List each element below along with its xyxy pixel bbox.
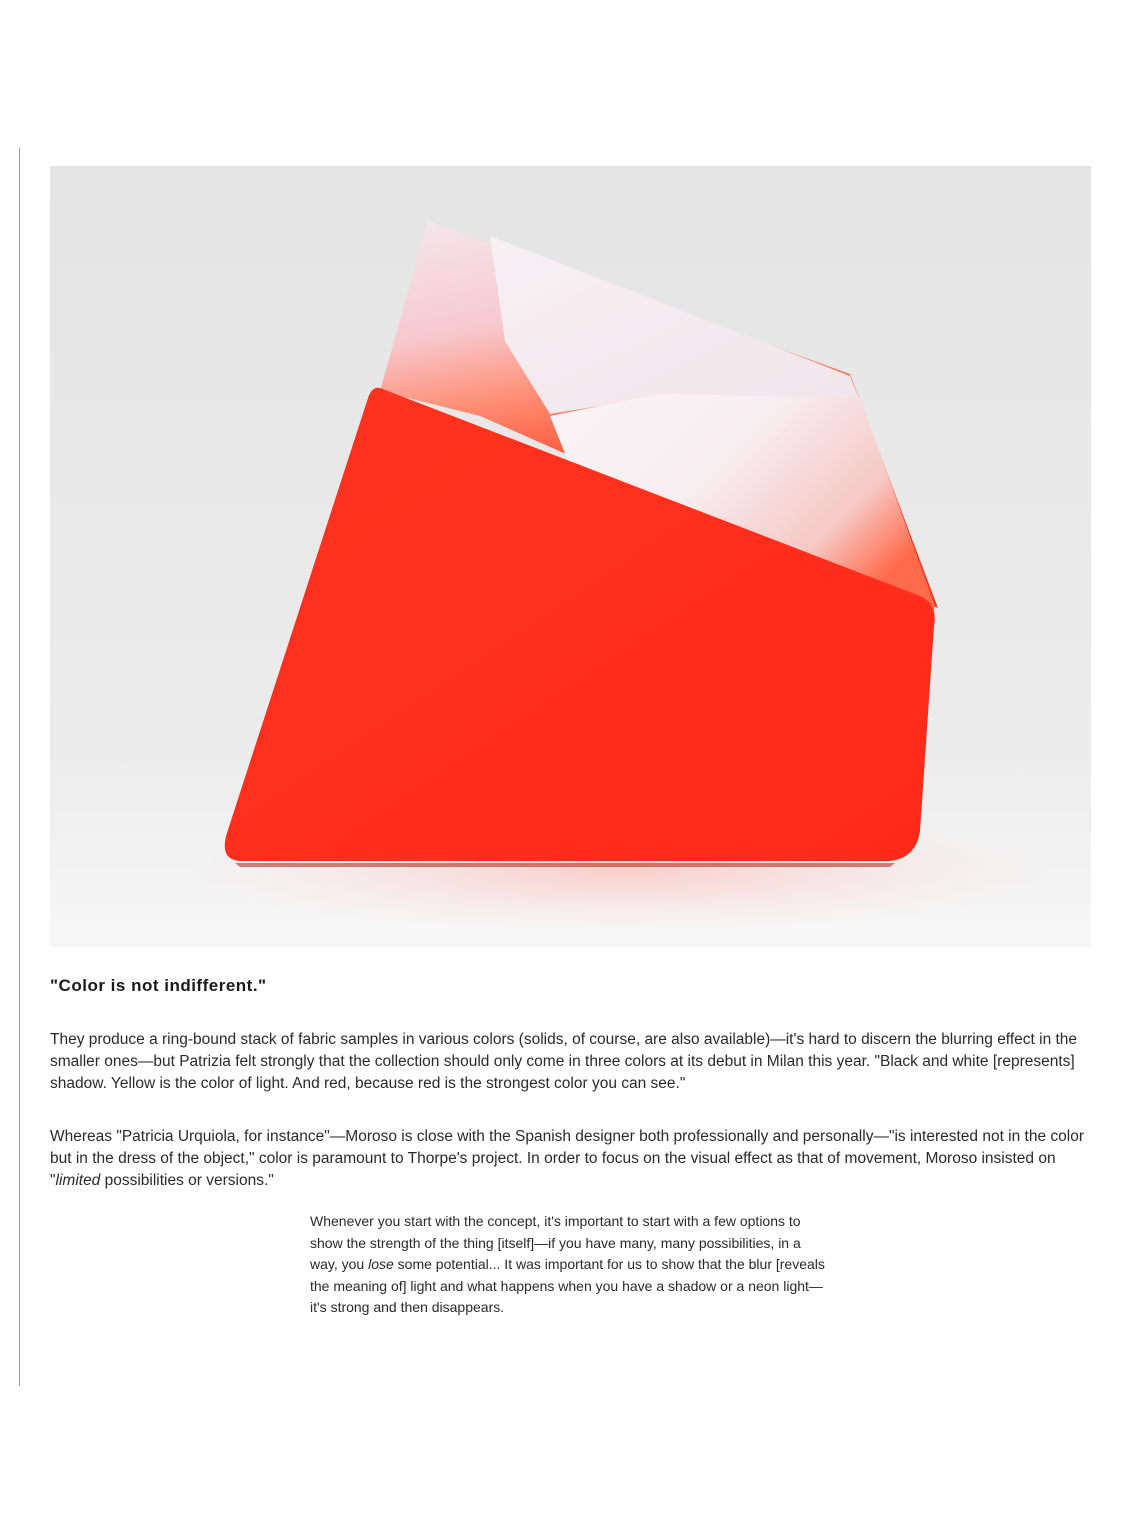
paragraph-2-text-start: Whereas "Patricia Urquiola, for instance"—Moroso is close with the Spanish designer both professionally and personally—"is interested not in the color but in the dress of the object," color is paramount to Thorpe's project. In order to focus on the visual effect as that of movement, Moroso insisted on " xyxy=(50,1128,1084,1189)
sofa-photo xyxy=(50,166,1091,947)
paragraph-2-emphasis: limited xyxy=(55,1172,101,1189)
paragraph-2-text-end: possibilities or versions." xyxy=(100,1172,274,1189)
section-heading: "Color is not indifferent." xyxy=(50,976,267,995)
quote-text-start: Whenever you start with the concept, it's important to start with a few options to show the strength of the thing [itself]—if you have many, many possibilities, in a way, you xyxy=(310,1213,801,1272)
body-paragraph-2 xyxy=(50,1126,1094,1192)
quote-emphasis: lose xyxy=(368,1256,394,1272)
margin-rule xyxy=(19,148,20,1386)
block-quote xyxy=(310,1211,830,1319)
quote-text-end: some potential... It was important for us to show that the blur [reveals the meaning of] light and what happens when you have a shadow or a neon light—it's strong and then disappears. xyxy=(310,1256,825,1315)
body-paragraph-1: They produce a ring-bound stack of fabric samples in various colors (solids, of course, are also available)—it's hard to discern the blurring effect in the smaller ones—but Patrizia felt strongly that the collection should only come in three colors at its debut in Milan this year. "Black and white [represents] shadow. Yellow is the color of light. And red, because red is the strongest color you can see." xyxy=(50,1031,1078,1092)
